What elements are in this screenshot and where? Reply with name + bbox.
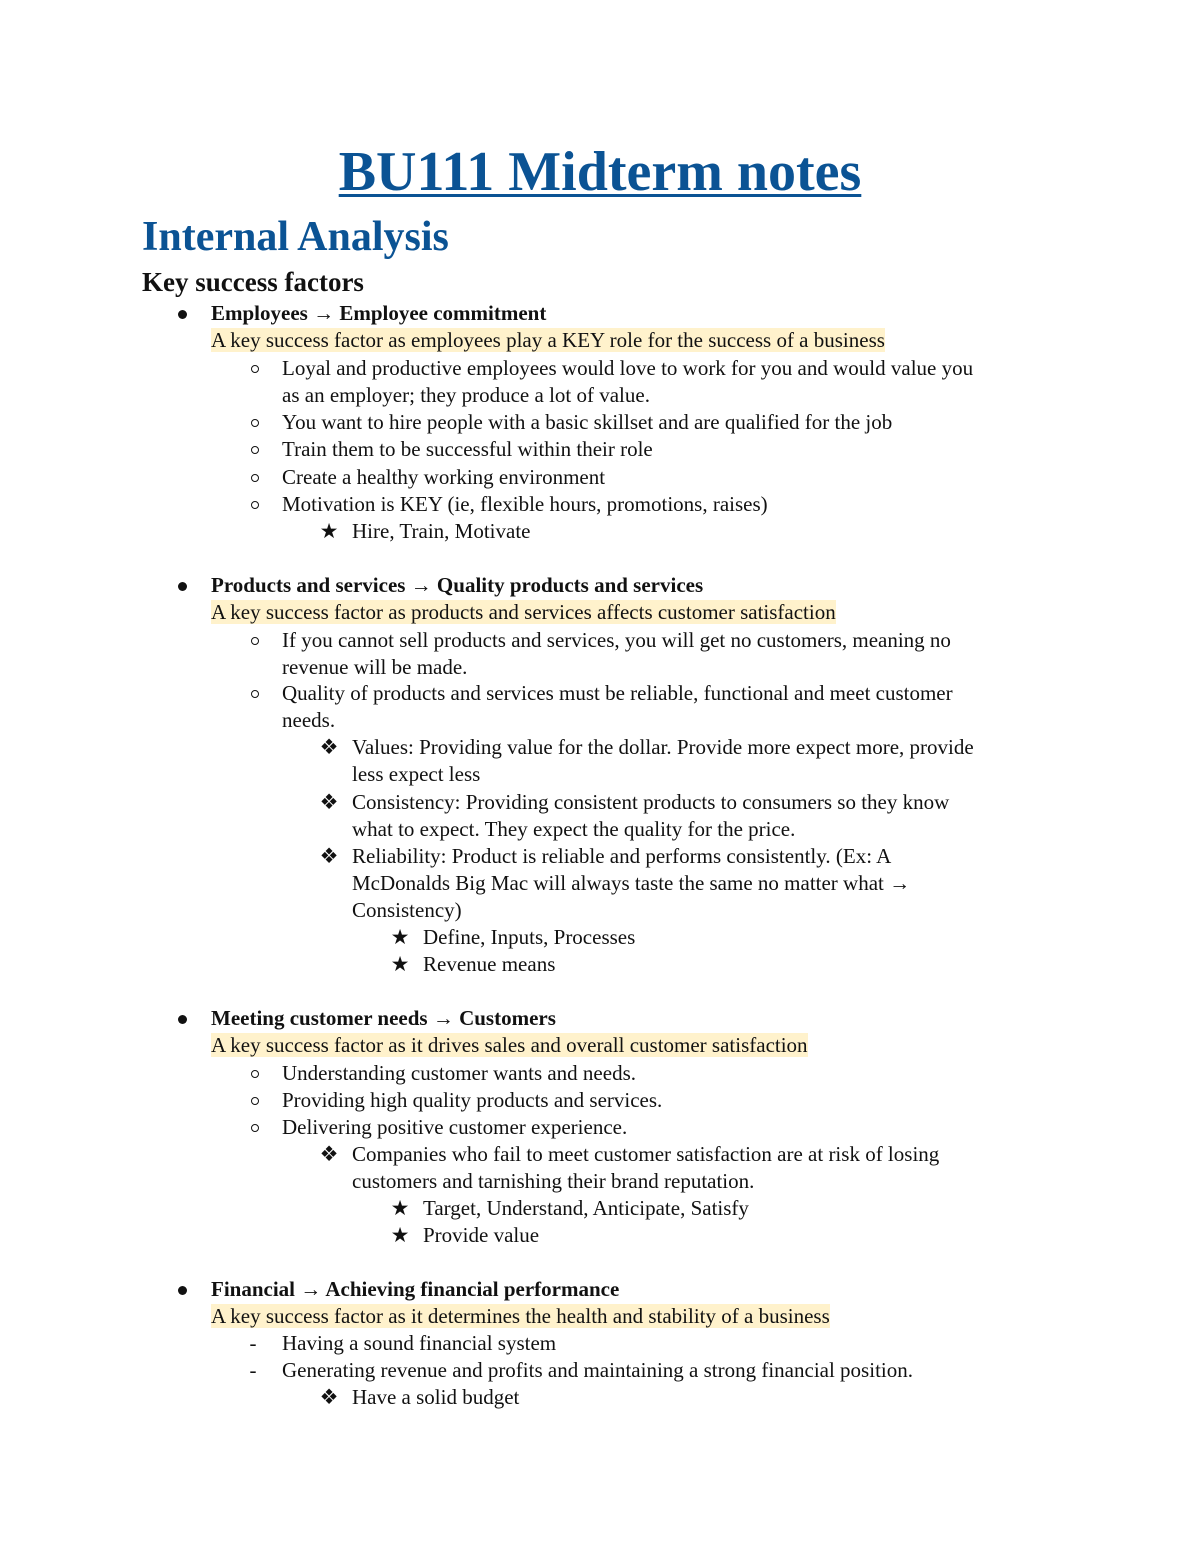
group-heading-products: Products and services → Quality products and services xyxy=(211,573,704,597)
highlight-financial: A key success factor as it determines the health and stability of a business xyxy=(211,1304,830,1328)
highlight-employees: A key success factor as employees play a KEY role for the success of a business xyxy=(211,328,885,352)
bullet-circle xyxy=(251,690,259,698)
list-item: Generating revenue and profits and maintaining a strong financial position. xyxy=(282,1358,913,1382)
diamond-item-continued: Consistency) xyxy=(352,898,462,922)
group-heading-customers: Meeting customer needs → Customers xyxy=(211,1006,556,1030)
star-icon: ★ xyxy=(390,1223,410,1247)
list-item: Quality of products and services must be reliable, functional and meet customer xyxy=(282,681,953,705)
list-item: Train them to be successful within their role xyxy=(282,437,653,461)
diamond-icon: ❖ xyxy=(319,844,339,868)
list-item: Understanding customer wants and needs. xyxy=(282,1061,636,1085)
star-item: Revenue means xyxy=(423,952,556,976)
bullet-circle xyxy=(251,637,259,645)
star-icon: ★ xyxy=(390,952,410,976)
list-item: Providing high quality products and services. xyxy=(282,1088,663,1112)
list-item: Having a sound financial system xyxy=(282,1331,557,1355)
star-icon: ★ xyxy=(390,925,410,949)
group-heading-employees: Employees → Employee commitment xyxy=(211,301,547,325)
diamond-item-continued: McDonalds Big Mac will always taste the same no matter what → xyxy=(352,871,911,895)
list-item: If you cannot sell products and services, you will get no customers, meaning no xyxy=(282,628,951,652)
star-icon: ★ xyxy=(390,1196,410,1220)
list-item: Loyal and productive employees would love to work for you and would value you xyxy=(282,356,974,380)
dash-bullet: - xyxy=(249,1331,257,1355)
list-item: You want to hire people with a basic skillset and are qualified for the job xyxy=(282,410,893,434)
highlight-customers: A key success factor as it drives sales and overall customer satisfaction xyxy=(211,1033,808,1057)
bullet-circle xyxy=(251,474,259,482)
diamond-item: Values: Providing value for the dollar. Provide more expect more, provide xyxy=(352,735,974,759)
document-title: BU111 Midterm notes xyxy=(338,141,862,203)
list-item: Delivering positive customer experience. xyxy=(282,1115,628,1139)
bullet-circle xyxy=(251,419,259,427)
dash-bullet: - xyxy=(249,1358,257,1382)
list-item: Motivation is KEY (ie, flexible hours, promotions, raises) xyxy=(282,492,768,516)
bullet-dot xyxy=(178,1286,187,1295)
bullet-circle xyxy=(251,501,259,509)
bullet-circle xyxy=(251,365,259,373)
diamond-item-continued: less expect less xyxy=(352,762,481,786)
diamond-icon: ❖ xyxy=(319,1385,339,1409)
bullet-circle xyxy=(251,1124,259,1132)
star-item: Provide value xyxy=(423,1223,540,1247)
bullet-dot xyxy=(178,1015,187,1024)
bullet-circle xyxy=(251,1097,259,1105)
star-item: Target, Understand, Anticipate, Satisfy xyxy=(423,1196,749,1220)
subsection-heading: Key success factors xyxy=(142,267,364,297)
diamond-icon: ❖ xyxy=(319,735,339,759)
diamond-item: Companies who fail to meet customer satisfaction are at risk of losing xyxy=(352,1142,940,1166)
diamond-item: Reliability: Product is reliable and performs consistently. (Ex: A xyxy=(352,844,892,868)
list-item-continued: needs. xyxy=(282,708,336,732)
highlight-products: A key success factor as products and services affects customer satisfaction xyxy=(211,600,836,624)
list-item-continued: as an employer; they produce a lot of value. xyxy=(282,383,650,407)
star-item: Define, Inputs, Processes xyxy=(423,925,636,949)
star-icon: ★ xyxy=(319,519,339,543)
diamond-icon: ❖ xyxy=(319,790,339,814)
diamond-item-continued: customers and tarnishing their brand reputation. xyxy=(352,1169,755,1193)
diamond-item-continued: what to expect. They expect the quality for the price. xyxy=(352,817,796,841)
bullet-circle xyxy=(251,446,259,454)
group-heading-financial: Financial → Achieving financial performance xyxy=(211,1277,620,1301)
bullet-circle xyxy=(251,1070,259,1078)
diamond-icon: ❖ xyxy=(319,1142,339,1166)
star-item: Hire, Train, Motivate xyxy=(352,519,531,543)
diamond-item: Consistency: Providing consistent products to consumers so they know xyxy=(352,790,950,814)
list-item: Create a healthy working environment xyxy=(282,465,606,489)
bullet-dot xyxy=(178,582,187,591)
section-heading: Internal Analysis xyxy=(142,214,449,260)
list-item-continued: revenue will be made. xyxy=(282,655,468,679)
diamond-item: Have a solid budget xyxy=(352,1385,520,1409)
bullet-dot xyxy=(178,310,187,319)
